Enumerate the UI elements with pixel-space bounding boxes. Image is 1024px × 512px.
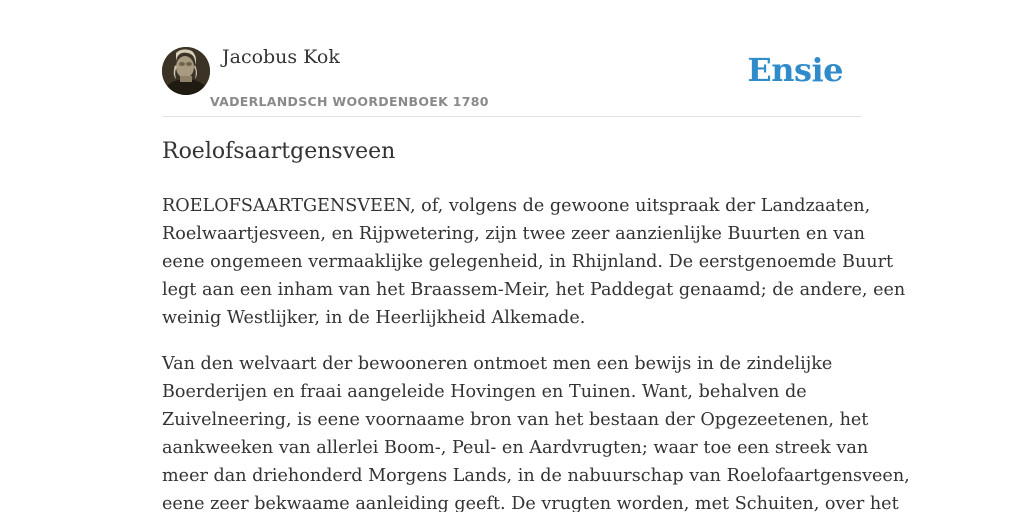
paragraph-line: Zuivelneering, is eene voornaame bron van het bestaan der Opgezeetenen, het [162, 410, 869, 430]
paragraph-line: ROELOFSAARTGENSVEEN, of, volgens de gewoone uitspraak der Landzaaten, [162, 196, 871, 216]
article-body [162, 192, 910, 512]
source-label[interactable]: VADERLANDSCH WOORDENBOEK 1780 [210, 94, 489, 109]
paragraph-line: eene zeer bekwaame aanleiding geeft. De vrugten worden, met Schuiten, over het [162, 494, 899, 512]
paragraph-2 [162, 350, 910, 512]
paragraph-line: Roelwaartjesveen, en Rijpwetering, zijn twee zeer aanzienlijke Buurten en van [162, 224, 866, 244]
article-header [162, 40, 862, 117]
paragraph-line: eene ongemeen vermaaklijke gelegenheid, in Rhijnland. De eerstgenoemde Buurt [162, 252, 894, 272]
paragraph-1 [162, 192, 906, 332]
author-avatar[interactable] [162, 47, 210, 95]
paragraph-line: weinig Westlijker, in de Heerlijkheid Alkemade. [162, 308, 586, 328]
paragraph-line: legt aan een inham van het Braassem-Meir, het Paddegat genaamd; de andere, een [162, 280, 906, 300]
author-name[interactable]: Jacobus Kok [222, 46, 340, 68]
article-title: Roelofsaartgensveen [162, 139, 396, 164]
ensie-logo[interactable]: Ensie [747, 51, 843, 89]
paragraph-line: aankweeken van allerlei Boom-, Peul- en Aardvrugten; waar toe een streek van [162, 438, 869, 458]
paragraph-line: meer dan driehonderd Morgens Lands, in de nabuurschap van Roelofaartgensveen, [162, 466, 910, 486]
portrait-image [162, 47, 210, 95]
paragraph-line: Van den welvaart der bewooneren ontmoet men een bewijs in de zindelijke [162, 354, 833, 374]
paragraph-line: Boerderijen en fraai aangeleide Hovingen en Tuinen. Want, behalven de [162, 382, 807, 402]
